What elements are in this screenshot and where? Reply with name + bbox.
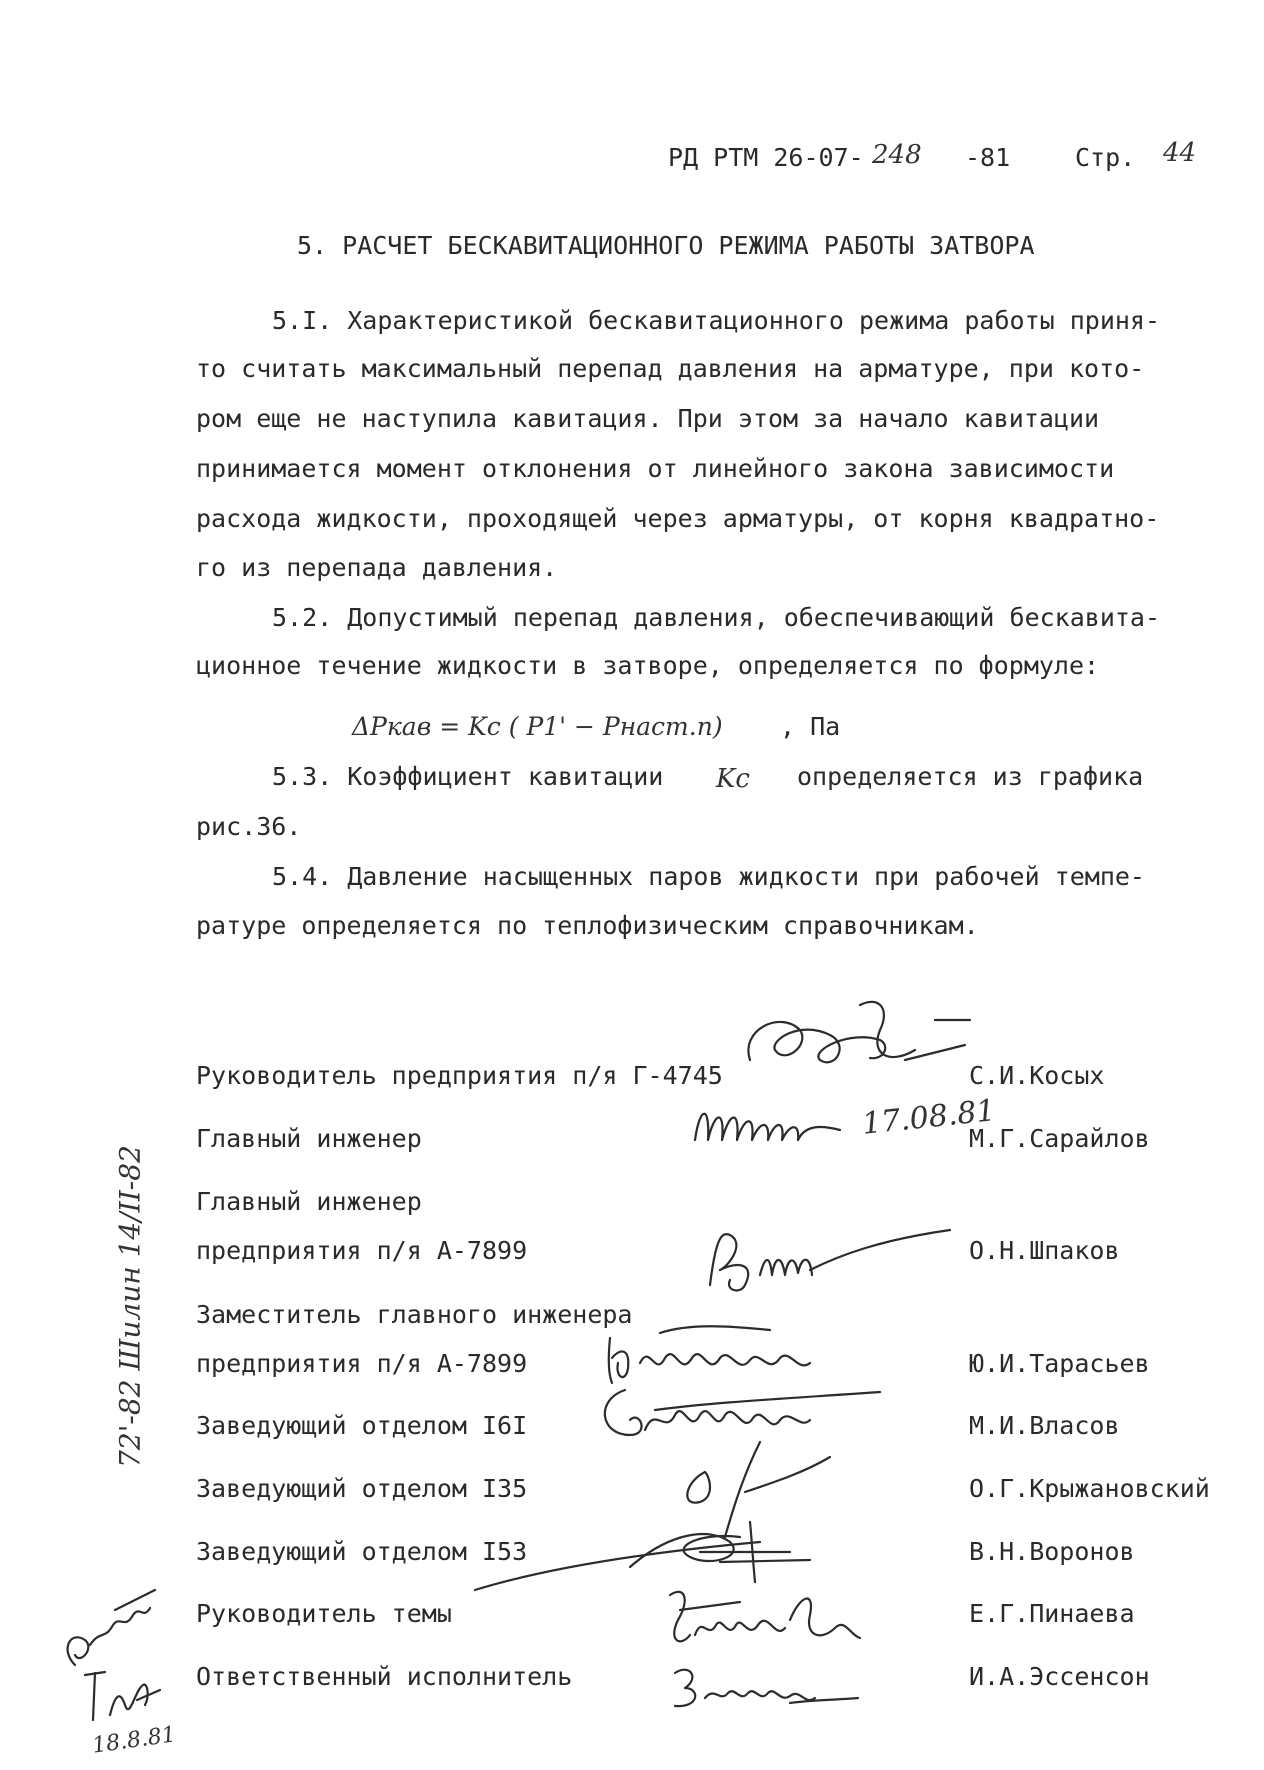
- formula-unit: , Па: [780, 712, 841, 741]
- p53-line1-a: 5.3. Коэффициент кавитации: [272, 762, 664, 791]
- margin-initials: [75, 1660, 165, 1730]
- signatory-name: М.И.Власов: [969, 1411, 1120, 1440]
- signatory-position: Главный инженер: [196, 1124, 422, 1153]
- p53-line2: рис.36.: [196, 812, 302, 841]
- section-title: 5. РАСЧЕТ БЕСКАВИТАЦИОННОГО РЕЖИМА РАБОТЫ ЗАТВОРА: [297, 231, 1035, 260]
- doc-code: РД РТМ 26-07-: [668, 143, 864, 172]
- handwritten-date: 17.08.81: [860, 1093, 998, 1142]
- signatory-position: Руководитель предприятия п/я Г-4745: [196, 1061, 723, 1090]
- signature-sarailov: [690, 1095, 870, 1155]
- p54-line: ратуре определяется по теплофизическим справочникам.: [196, 911, 979, 940]
- signature-pinaeva: [650, 1580, 870, 1660]
- p54-line: 5.4. Давление насыщенных паров жидкости при рабочей темпе-: [272, 862, 1145, 891]
- formula-expression: ΔPкав = Kc ( P1' − Pнаст.п): [352, 712, 723, 741]
- signature-essenson: [660, 1658, 860, 1718]
- signatory-name: С.И.Косых: [969, 1061, 1105, 1090]
- doc-number-handwritten: 248: [872, 140, 922, 170]
- signatory-position: Заведующий отделом I53: [196, 1537, 528, 1566]
- p51-line: расхода жидкости, проходящей через арматуры, от корня квадратно-: [196, 504, 1160, 533]
- signatory-position: предприятия п/я А-7899: [196, 1349, 528, 1378]
- signatory-position: Ответственный исполнитель: [196, 1662, 573, 1691]
- signatory-position: Заведующий отделом I6I: [196, 1411, 528, 1440]
- p51-line: 5.I. Характеристикой бескавитационного режима работы приня-: [272, 306, 1161, 335]
- p53-line1-b: определяется из графика: [797, 762, 1144, 791]
- p51-line: ром еще не наступила кавитация. При этом за начало кавитации: [196, 404, 1100, 433]
- p51-line: принимается момент отклонения от линейного закона зависимости: [196, 454, 1115, 483]
- signatory-name: Ю.И.Тарасьев: [969, 1349, 1150, 1378]
- p51-line: то считать максимальный перепад давления на арматуре, при кото-: [196, 354, 1145, 383]
- margin-handwritten-note: 72'-82 Шилин 14/II-82: [113, 1145, 147, 1468]
- bottom-handwritten-note: 18.8.81: [90, 1722, 178, 1759]
- page-label: Стр.: [1075, 143, 1136, 172]
- signatory-name: Е.Г.Пинаева: [969, 1599, 1135, 1628]
- doc-year: -81: [965, 143, 1011, 172]
- signatory-name: И.А.Эссенсон: [969, 1662, 1150, 1691]
- p53-symbol: Kc: [716, 764, 750, 794]
- signatory-position: предприятия п/я А-7899: [196, 1236, 528, 1265]
- signatory-position: Заместитель главного инженера: [196, 1300, 633, 1329]
- p52-line: 5.2. Допустимый перепад давления, обеспечивающий бескавита-: [272, 603, 1161, 632]
- p52-line: ционное течение жидкости в затворе, определяется по формуле:: [196, 651, 1100, 680]
- signature-shpakov: [700, 1215, 960, 1305]
- page-number-handwritten: 44: [1163, 138, 1197, 168]
- p51-line: го из перепада давления.: [196, 553, 558, 582]
- signatory-position: Руководитель темы: [196, 1599, 452, 1628]
- signatory-position: Заведующий отделом I35: [196, 1474, 528, 1503]
- signatory-name: М.Г.Сарайлов: [969, 1124, 1150, 1153]
- signatory-name: В.Н.Воронов: [969, 1537, 1135, 1566]
- signatory-name: О.Н.Шпаков: [969, 1236, 1120, 1265]
- signature-kosykh: [740, 990, 970, 1100]
- signatory-position: Главный инженер: [196, 1187, 422, 1216]
- signatory-name: О.Г.Крыжановский: [969, 1474, 1210, 1503]
